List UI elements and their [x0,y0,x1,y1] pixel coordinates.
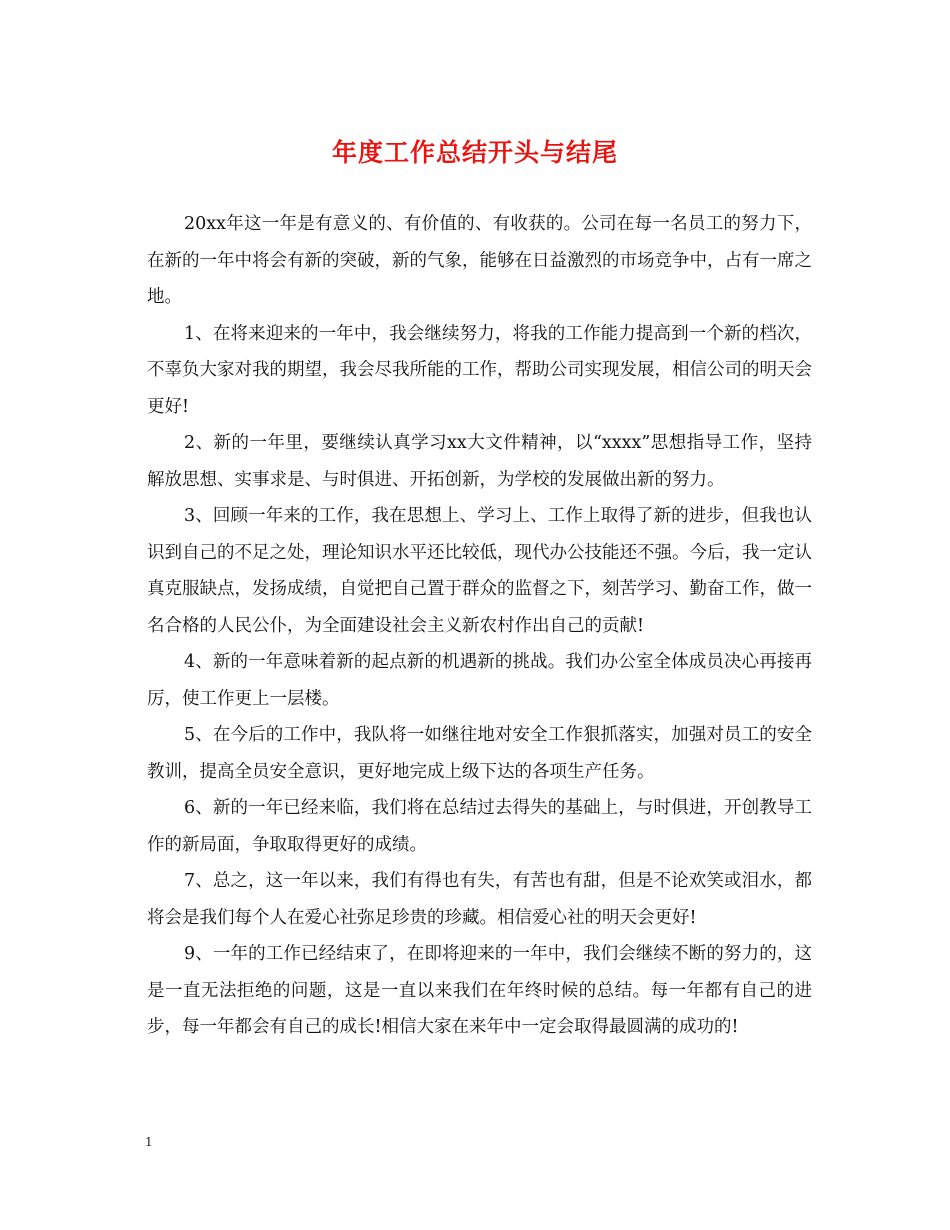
paragraph-item-6: 6、新的一年已经来临，我们将在总结过去得失的基础上，与时俱进，开创教导工作的新局面，争取取得更好的成绩。 [147,798,812,855]
paragraph-item-7: 7、总之，这一年以来，我们有得也有失，有苦也有甜，但是不论欢笑或泪水，都将会是我们每个人在爱心社弥足珍贵的珍藏。相信爱心社的明天会更好! [147,871,812,928]
paragraph-item-4: 4、新的一年意味着新的起点新的机遇新的挑战。我们办公室全体成员决心再接再厉，使工作更上一层楼。 [147,652,812,709]
paragraph-item-5: 5、在今后的工作中，我队将一如继往地对安全工作狠抓落实，加强对员工的安全教训，提高全员安全意识，更好地完成上级下达的各项生产任务。 [147,725,812,782]
document-title: 年度工作总结开头与结尾 [331,138,618,167]
paragraph-item-2: 2、新的一年里，要继续认真学习xx大文件精神，以“xxxx”思想指导工作，坚持解放思想、实事求是、与时俱进、开拓创新，为学校的发展做出新的努力。 [147,433,812,490]
paragraph-intro: 20xx年这一年是有意义的、有价值的、有收获的。公司在每一名员工的努力下，在新的一年中将会有新的突破，新的气象，能够在日益激烈的市场竞争中，占有一席之地。 [147,214,812,307]
paragraph-item-3: 3、回顾一年来的工作，我在思想上、学习上、工作上取得了新的进步，但我也认识到自己的不足之处，理论知识水平还比较低，现代办公技能还不强。今后，我一定认真克服缺点，发扬成绩，自觉把自己置于群众的监督之下，刻苦学习、勤奋工作，做一名合格的人民公仆，为全面建设社会主义新农村作出自己的贡献! [147,506,812,636]
paragraph-item-9: 9、一年的工作已经结束了，在即将迎来的一年中，我们会继续不断的努力的，这是一直无法拒绝的问题，这是一直以来我们在年终时候的总结。每一年都有自己的进步，每一年都会有自己的成长!相信大家在来年中一定会取得最圆满的成功的! [147,944,812,1037]
page-number: 1 [145,1135,153,1149]
document-body [147,206,812,1046]
paragraph-item-1: 1、在将来迎来的一年中，我会继续努力，将我的工作能力提高到一个新的档次，不辜负大家对我的期望，我会尽我所能的工作，帮助公司实现发展，相信公司的明天会更好! [147,323,812,417]
